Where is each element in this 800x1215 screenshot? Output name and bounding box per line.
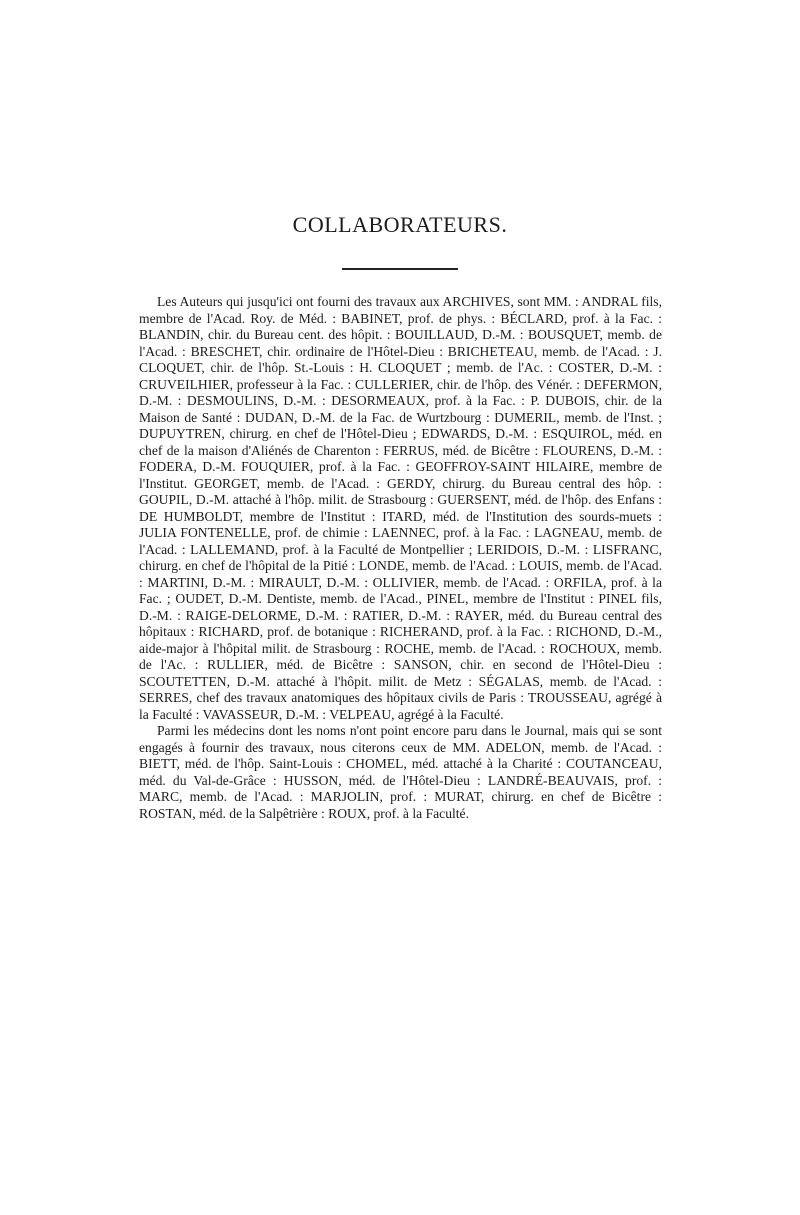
body-text: [139, 294, 662, 822]
paragraph-future-contributors: Parmi les médecins dont les noms n'ont point encore paru dans le Journal, mais qui se sont engagés à fournir des travaux, nous citerons ceux de MM. ADELON, memb. de l'Acad. : BIETT, méd. de l'hôp. Saint-Louis : CHOMEL, méd. attaché à la Charité : COUTANCEAU, méd. du Val-de-Grâce : HUSSON, méd. de l'Hôtel-Dieu : LANDRÉ-BEAUVAIS, prof. : MARC, memb. de l'Acad. : MARJOLIN, prof. : MURAT, chirurg. en chef de Bicêtre : ROSTAN, méd. de la Salpêtrière : ROUX, prof. à la Faculté.: [139, 723, 662, 821]
page-title: COLLABORATEURS.: [292, 212, 508, 237]
paragraph-contributors: Les Auteurs qui jusqu'ici ont fourni des travaux aux ARCHIVES, sont MM. : ANDRAL fils, membre de l'Acad. Roy. de Méd. : BABINET, prof. de phys. : BÉCLARD, prof. à la Fac. : BLANDIN, chir. du Bureau cent. des hôpit. : BOUILLAUD, D.-M. : BOUSQUET, memb. de l'Acad. : BRESCHET, chir. ordinaire de l'Hôtel-Dieu : BRICHETEAU, memb. de l'Acad. : J. CLOQUET, chir. de l'hôp. St.-Louis : H. CLOQUET ; memb. de l'Ac. : COSTER, D.-M. : CRUVEILHIER, professeur à la Fac. : CULLERIER, chir. de l'hôp. des Vénér. : DEFERMON, D.-M. : DESMOULINS, D.-M. : DESORMEAUX, prof. à la Fac. : P. DUBOIS, chir. de la Maison de Santé : DUDAN, D.-M. de la Fac. de Wurtzbourg : DUMERIL, memb. de l'Inst. ; DUPUYTREN, chirurg. en chef de l'Hôtel-Dieu ; EDWARDS, D.-M. : ESQUIROL, méd. en chef de la maison d'Aliénés de Charenton : FERRUS, méd. de Bicêtre : FLOURENS, D.-M. : FODERA, D.-M. FOUQUIER, prof. à la Fac. : GEOFFROY-SAINT HILAIRE, membre de l'Institut. GEORGET, memb. de l'Acad. : GERDY, chirurg. du Bureau central des hôp. : GOUPIL, D.-M. attaché à l'hôp. milit. de Strasbourg : GUERSENT, méd. de l'hôp. des Enfans : DE HUMBOLDT, membre de l'Institut : ITARD, méd. de l'Institution des sourds-muets : JULIA FONTENELLE, prof. de chimie : LAENNEC, prof. à la Fac. : LAGNEAU, memb. de l'Acad. : LALLEMAND, prof. à la Faculté de Montpellier ; LERIDOIS, D.-M. : LISFRANC, chirurg. en chef de l'hôpital de la Pitié : LONDE, memb. de l'Acad. : LOUIS, memb. de l'Acad. : MARTINI, D.-M. : MIRAULT, D.-M. : OLLIVIER, memb. de l'Acad. : ORFILA, prof. à la Fac. ; OUDET, D.-M. Dentiste, memb. de l'Acad., PINEL, membre de l'Institut : PINEL fils, D.-M. : RAIGE-DELORME, D.-M. : RATIER, D.-M. : RAYER, méd. du Bureau central des hôpitaux : RICHARD, prof. de botanique : RICHERAND, prof. à la Fac. : RICHOND, D.-M., aide-major à l'hôpital milit. de Strasbourg : ROCHE, memb. de l'Acad. : ROCHOUX, memb. de l'Ac. : RULLIER, méd. de Bicêtre : SANSON, chir. en second de l'Hôtel-Dieu : SCOUTETTEN, D.-M. attaché à l'hôpit. milit. de Metz : SÉGALAS, memb. de l'Acad. : SERRES, chef des travaux anatomiques des hôpitaux civils de Paris : TROUSSEAU, agrégé à la Faculté : VAVASSEUR, D.-M. : VELPEAU, agrégé à la Faculté.: [139, 294, 662, 722]
title-rule: [342, 268, 458, 270]
